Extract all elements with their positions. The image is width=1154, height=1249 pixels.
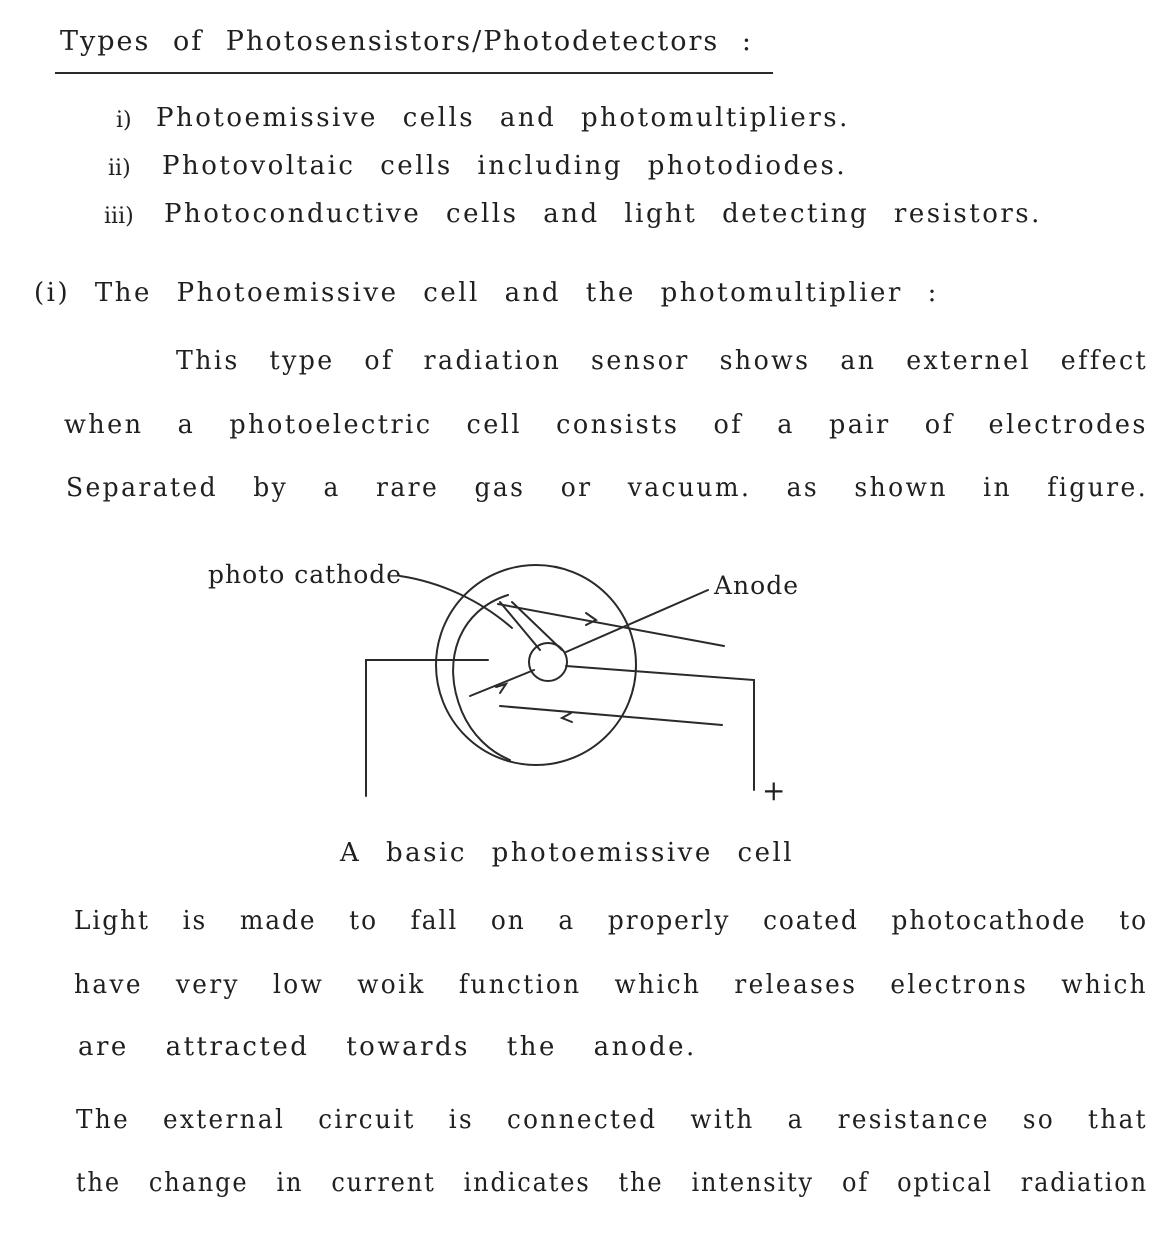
paragraph-line: when a photoelectric cell consists of a pair of electrodes [64, 410, 1148, 440]
list-item: Photoconductive cells and light detecting resistors. [164, 199, 1042, 229]
right-circuit-wire [566, 666, 754, 790]
figure-caption: A basic photoemissive cell [340, 838, 795, 868]
list-item-number: iii) [104, 204, 134, 229]
anode-label: Anode [714, 571, 800, 600]
list-item-number: ii) [108, 156, 131, 181]
paragraph-line: Light is made to fall on a properly coated photocathode to [74, 906, 1148, 936]
section-heading: (i) The Photoemissive cell and the photomultiplier : [34, 278, 939, 308]
list-item-number: i) [116, 108, 132, 133]
photocathode-leader [400, 576, 512, 628]
electron-path [470, 670, 534, 696]
arrow-head [562, 713, 572, 722]
photocathode-label: photo cathode [208, 560, 403, 589]
paragraph-line: the change in current indicates the intensity of optical radiation [76, 1168, 1148, 1198]
positive-terminal-label: + [762, 774, 787, 807]
paragraph-line: are attracted towards the anode. [78, 1032, 697, 1062]
list-item: Photovoltaic cells including photodiodes. [162, 151, 848, 181]
list-item: Photoemissive cells and photomultipliers. [156, 103, 850, 133]
page-title: Types of Photosensistors/Photodetectors : [60, 26, 753, 57]
paragraph-line: The external circuit is connected with a resistance so that [76, 1105, 1148, 1135]
paragraph-line: Separated by a rare gas or vacuum. as shown in figure. [66, 473, 1149, 503]
paragraph-line: This type of radiation sensor shows an externel effect [176, 346, 1149, 376]
light-ray [500, 706, 722, 725]
paragraph-line: have very low woik function which releases electrons which [74, 970, 1149, 1000]
arrow-head [586, 613, 596, 625]
cell-envelope [436, 565, 636, 765]
